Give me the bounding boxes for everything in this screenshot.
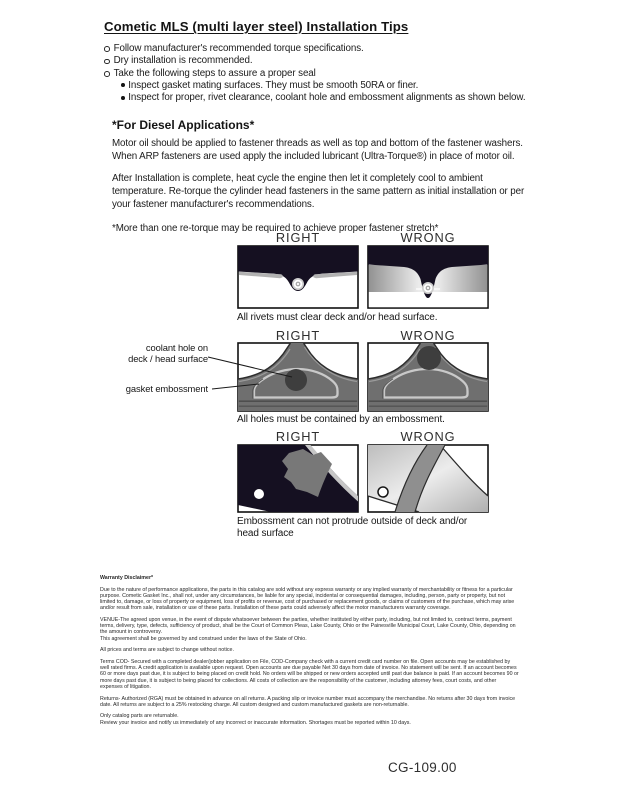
legal-paragraph: This agreement shall be governed by and construed under the laws of the State of Ohio. [100,635,307,642]
retorque-note: *More than one re-torque may be required to achieve proper fastener stretch* [112,223,439,235]
fig2-right-diagram [237,342,359,412]
tip-sub-item [121,80,532,92]
circle-bullet-icon [104,46,110,52]
tip-text: Take the following steps to assure a proper seal [113,67,316,79]
catalog-page-code: CG-109.00 [388,760,457,775]
diesel-applications-heading: *For Diesel Applications* [112,118,255,133]
embossment-wrong-illustration [367,444,489,513]
tip-item [104,43,532,55]
fig2-wrong-label: WRONG [400,328,456,343]
holes-contained-wrong-illustration [367,342,489,412]
legal-paragraph: VENUE-The agreed upon venue, in the event of dispute whatsoever between the parties, whether instituted by either party, including, but not limited to, contract terms, payment terms, delivery, type, defects, sufficiency of product, shall be the Court of Common Pleas, Lake County, Ohio or the Painesville Municipal Court, Lake County, Ohio, depending on the amount in controversy. [100,617,516,636]
rivet-clear-wrong-illustration [367,245,489,309]
dot-bullet-icon [121,83,125,87]
fig3-wrong-diagram [367,444,489,513]
fig3-caption: Embossment can not protrude outside of deck and/or head surface [237,516,468,539]
legal-paragraph: Terms COD- Secured with a completed dealer/jobber application on File, COD-Company check with a current credit card number on file. Open accounts may be established by well rated firms. A credit application is available upon request. Open accounts are due payable Net 30 days from date of invoice. No statement will be sent. If an account becomes 60 or more days past due, it is subject to being placed on credit hold. No orders will be shipped or new orders accepted until past due balance is paid. If an account becomes 90 or more days past due, it is subject to being placed for collections. All costs of collection are the responsibility of the customer, including attorney fees, court costs, and other expenses of litigation. [100,659,519,690]
legal-paragraph: Due to the nature of performance applications, the parts in this catalog are sold without any express warranty or any implied warranty of merchantability or fitness for a particular purpose. Cometic Gasket Inc., shall not, under any circumstances, be liable for any special, incidental or consequential damages, including, person, party or property, but not limited to, damage, or loss of property or equipment, loss of profits or revenue, cost of purchased or replacement goods, or claims of customers of the purchase, which may arise and/or result from sale, installation or use of these parts. Installation of these parts could adversely affect the motor manufacturers warranty coverage. [100,586,515,612]
tip-text: Inspect for proper, rivet clearance, coolant hole and embossment alignments as shown below. [128,92,526,104]
gasket-embossment-annotation: gasket embossment [125,383,208,394]
holes-contained-right-illustration [237,342,359,412]
tip-item [104,55,532,67]
fig2-right-label: RIGHT [275,328,321,343]
tip-sub-item [121,92,532,104]
diesel-paragraph-2: After Installation is complete, heat cycle the engine then let it completely cool to ambient temperature. Re-torque the cylinder head fasteners in the same pattern as initial installation or per your fastener manufacturer's recommendations. [112,173,525,211]
embossment-right-illustration [237,444,359,513]
legal-paragraph: Only catalog parts are returnable. [100,713,179,720]
tip-text: Dry installation is recommended. [113,55,253,67]
coolant-hole-annotation [96,342,208,364]
fig1-wrong-label: WRONG [400,230,456,245]
diesel-paragraph-1: Motor oil should be applied to fastener threads as well as top and bottom of the fastener washers. When ARP fasteners are used apply the included lubricant (Ultra-Torque®) in place of motor oil. [112,138,523,163]
circle-bullet-icon [104,59,110,65]
legal-paragraph: Returns- Authorized (RGA) must be obtained in advance on all returns. A packing slip or invoice number must accompany the merchandise. No returns after 30 days from invoice date. All returns are subject to a 25% restocking charge. All custom designed and custom manufactured gaskets are non-returnable. [100,695,516,708]
tip-text: Inspect gasket mating surfaces. They must be smooth 50RA or finer. [128,79,419,91]
fig1-right-label: RIGHT [275,230,321,245]
warranty-disclaimer-section [100,575,520,731]
fig1-wrong-diagram [367,245,489,309]
rivet-clear-right-illustration [237,245,359,309]
legal-paragraph: All prices and terms are subject to change without notice. [100,647,234,654]
annotation-line: coolant hole on [145,342,208,353]
fig3-wrong-label: WRONG [400,429,456,444]
fig2-caption: All holes must be contained by an embossment. [237,414,445,425]
fig1-caption: All rivets must clear deck and/or head surface. [237,312,438,323]
tip-item [104,68,532,80]
dot-bullet-icon [121,96,125,100]
fig3-right-diagram [237,444,359,513]
tip-text: Follow manufacturer's recommended torque specifications. [113,43,364,54]
fig2-wrong-diagram [367,342,489,412]
fig1-right-diagram [237,245,359,309]
installation-tips-section [104,18,532,234]
legal-paragraph: Review your invoice and notify us immediately of any incorrect or inaccurate information. Shortages must be reported within 10 days. [100,719,411,726]
fig3-right-label: RIGHT [275,429,321,444]
page-title: Cometic MLS (multi layer steel) Installation Tips [104,19,409,34]
circle-bullet-icon [104,71,110,77]
annotation-line: deck / head surface [128,353,208,364]
warranty-disclaimer-heading: Warranty Disclaimer* [100,575,154,581]
